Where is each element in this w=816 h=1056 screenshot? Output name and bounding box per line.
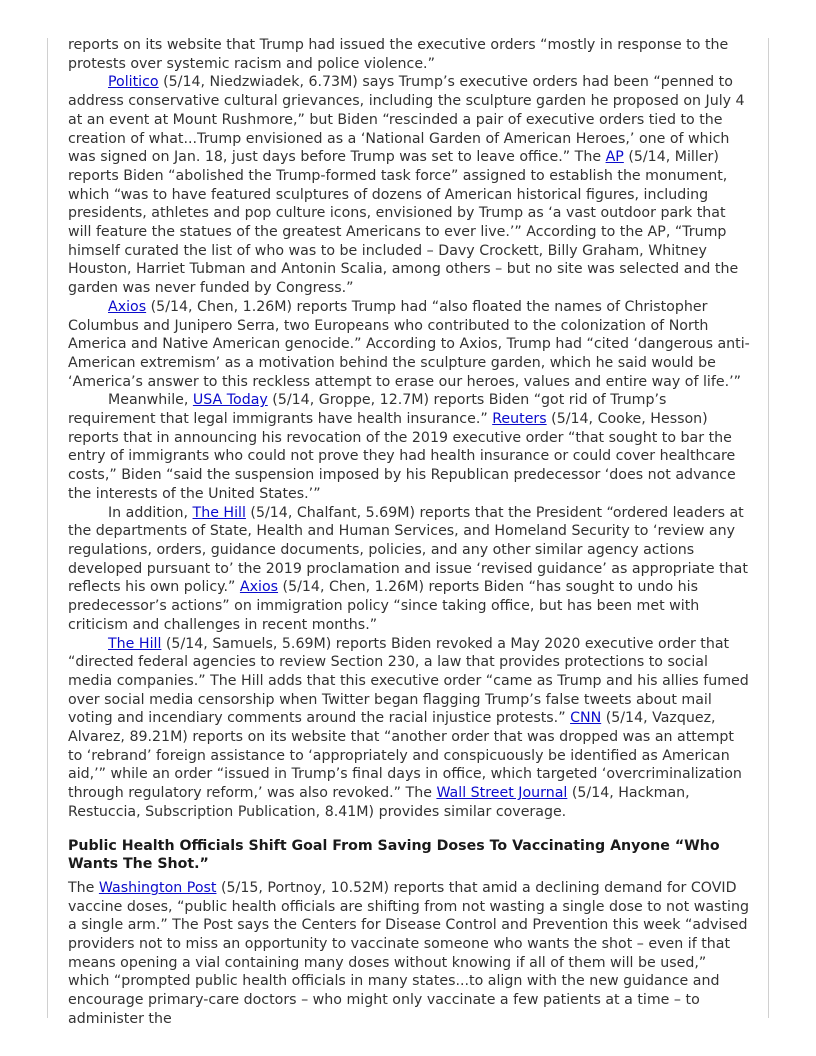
source-link-the-hill[interactable]: The Hill (108, 635, 162, 652)
paragraph-text: In addition, (108, 504, 193, 521)
left-margin-rule (47, 38, 48, 1018)
paragraph-text: (5/14, Groppe, 12.7M) reports Biden “got rid of Trump’s requirement that legal immigrants have health insurance.” (68, 392, 667, 428)
story-headline: Public Health Officials Shift Goal From Saving Doses To Vaccinating Anyone “Who Wants The Shot.” (68, 837, 720, 873)
paragraph-text: The (68, 879, 99, 896)
story-paragraphs (68, 879, 752, 1029)
paragraph-text: (5/14, Hackman, Restuccia, Subscription Publication, 8.41M) provides similar coverage. (68, 785, 690, 820)
paragraph (68, 391, 752, 503)
paragraph-text: (5/14, Niedzwiadek, 6.73M) says Trump’s executive orders had been “penned to address conservative cultural grievances, including the sculpture garden he proposed on July 4 at an event at Mount Rushmore,” but Biden “rescinded a pair of executive orders tied to the creation of what...Trump envisioned as a ‘National Garden of American Heroes,’ one of which was signed on Jan. 18, just days before Trump was set to leave office.” The (68, 74, 745, 166)
source-link-politico[interactable]: Politico (108, 74, 159, 91)
paragraph-text: Meanwhile, (108, 392, 193, 409)
article-body (68, 36, 752, 1029)
source-link-axios[interactable]: Axios (108, 298, 147, 315)
paragraph-text: reports on its website that Trump had issued the executive orders “mostly in response to the protests over systemic racism and police violence.” (68, 37, 729, 72)
source-link-washington-post[interactable]: Washington Post (98, 879, 217, 896)
paragraph-text: (5/14, Miller) reports Biden “abolished the Trump-formed task force” assigned to establish the monument, which “was to have featured sculptures of dozens of American historical figures, including presidents, athletes and pop culture icons, envisioned by Trump as ‘a vast outdoor park that will feature the statues of the greatest Americans to ever live.’” According to the AP, “Trump himself curated the list of who was to be included – Davy Crockett, Billy Graham, Whitney Houston, Harriet Tubman and Antonin Scalia, among others – but no site was selected and the garden was never funded by Congress.” (68, 149, 739, 297)
lead-story-paragraphs (68, 36, 752, 822)
paragraph-text: (5/14, Chen, 1.26M) reports Trump had “also floated the names of Christopher Columbus and Junipero Serra, two Europeans who contributed to the colonization of North America and Native American genocide.” According to Axios, Trump had “cited ‘dangerous anti-American extremism’ as a motivation behind the sculpture garden, which he said would be ‘America’s answer to this reckless attempt to erase our heroes, values and entire way of life.’” (68, 298, 750, 390)
paragraph (68, 298, 752, 392)
paragraph-text: (5/14, Cooke, Hesson) reports that in announcing his revocation of the 2019 executive order “that sought to bar the entry of immigrants who could not prove they had health insurance or could cover healthcare costs,” Biden “said the suspension imposed by his Republican predecessor ‘does not advance the interests of the United States.’” (68, 411, 736, 502)
paragraph-text: (5/14, Samuels, 5.69M) reports Biden revoked a May 2020 executive order that “directed federal agencies to review Section 230, a law that provides protections to social media companies.” The Hill adds that this executive order “came as Trump and his allies fumed over social media censorship when Twitter began flagging Trump’s false tweets about mail voting and incendiary comments around the racial injustice protests.” (68, 635, 749, 727)
paragraph-text: (5/14, Chen, 1.26M) reports Biden “has sought to undo his predecessor’s actions” on immigration policy “since taking office, but has been met with criticism and challenges in recent months.” (68, 579, 700, 633)
paragraph (68, 504, 752, 635)
source-link-wall-street-journal[interactable]: Wall Street Journal (436, 785, 568, 802)
source-link-ap[interactable]: AP (605, 149, 624, 166)
source-link-axios[interactable]: Axios (239, 579, 279, 596)
source-link-the-hill[interactable]: The Hill (192, 504, 246, 521)
source-link-cnn[interactable]: CNN (570, 710, 602, 727)
source-link-usa-today[interactable]: USA Today (192, 392, 268, 409)
paragraph (68, 879, 752, 1029)
paragraph-text: (5/14, Chalfant, 5.69M) reports that the President “ordered leaders at the departments of State, Health and Human Services, and Homeland Security to ‘review any regulations, orders, guidance documents, policies, and any other similar agency actions developed pursuant to’ the 2019 proclamation and issue ‘revised guidance’ as appropriate that reflects his own policy.” (68, 504, 748, 596)
paragraph-text: (5/15, Portnoy, 10.52M) reports that amid a declining demand for COVID vaccine doses, “public health officials are shifting from not wasting a single dose to not wasting a single arm.” The Post says the Centers for Disease Control and Prevention this week “advised providers not to miss an opportunity to vaccinate someone who wants the shot – even if that means opening a vial containing many doses without knowing if all of them will be used,” which “prompted public health officials in many states...to align with the new guidance and encourage primary-care doctors – who might only vaccinate a few patients at a time – to administer the (68, 879, 749, 1027)
paragraph-text: (5/14, Vazquez, Alvarez, 89.21M) reports on its website that “another order that was dropped was an attempt to ‘rebrand’ foreign assistance to ‘appropriately and conspicuously be identified as American aid,’” while an order “issued in Trump’s final days in office, which targeted ‘overcriminalization through regulatory reform,’ was also revoked.” The (68, 710, 742, 802)
paragraph (68, 36, 752, 73)
paragraph (68, 635, 752, 822)
right-margin-rule (768, 38, 769, 1018)
paragraph (68, 73, 752, 297)
source-link-reuters[interactable]: Reuters (492, 411, 547, 428)
